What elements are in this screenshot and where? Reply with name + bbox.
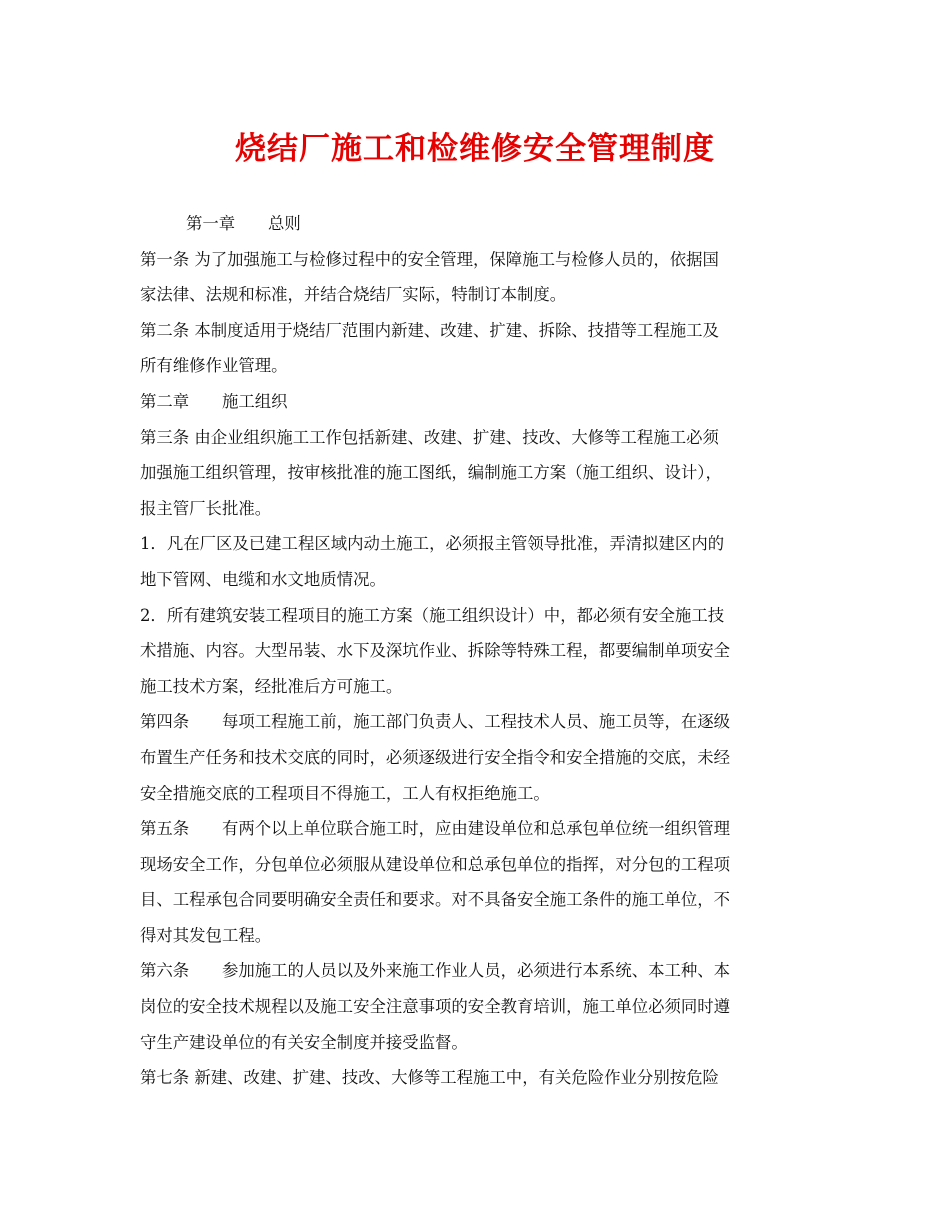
paragraph-line: 第六条 参加施工的人员以及外来施工作业人员，必须进行本系统、本工种、本 <box>140 961 731 981</box>
paragraph-line: 得对其发包工程。 <box>140 925 272 945</box>
paragraph-line: 家法律、法规和标准，并结合烧结厂实际，特制订本制度。 <box>140 285 567 305</box>
paragraph-line: 第一条 为了加强施工与检修过程中的安全管理，保障施工与检修人员的，依据国 <box>140 249 719 269</box>
paragraph-line: 报主管厂长批准。 <box>140 498 272 518</box>
paragraph-line: 目、工程承包合同要明确安全责任和要求。对不具备安全施工条件的施工单位，不 <box>140 890 731 910</box>
paragraph-line: 守生产建设单位的有关安全制度并接受监督。 <box>140 1032 468 1052</box>
paragraph-line: 安全措施交底的工程项目不得施工，工人有权拒绝施工。 <box>140 783 550 803</box>
paragraph-line: 第二条 本制度适用于烧结厂范围内新建、改建、扩建、拆除、技措等工程施工及 <box>140 320 719 340</box>
chapter-heading: 第二章 施工组织 <box>140 391 288 411</box>
paragraph-line: 所有维修作业管理。 <box>140 356 288 376</box>
paragraph-line: 第五条 有两个以上单位联合施工时，应由建设单位和总承包单位统一组织管理 <box>140 819 731 839</box>
paragraph-line: 1．凡在厂区及已建工程区域内动土施工，必须报主管领导批准，弄清拟建区内的 <box>140 534 725 554</box>
paragraph-line: 地下管网、电缆和水文地质情况。 <box>140 569 386 589</box>
document-title: 烧结厂施工和检维修安全管理制度 <box>235 131 715 167</box>
paragraph-line: 第四条 每项工程施工前，施工部门负责人、工程技术人员、施工员等，在逐级 <box>140 712 731 732</box>
paragraph-line: 岗位的安全技术规程以及施工安全注意事项的安全教育培训，施工单位必须同时遵 <box>140 997 731 1017</box>
chapter-heading: 第一章 总则 <box>186 214 301 233</box>
paragraph-line: 2．所有建筑安装工程项目的施工方案（施工组织设计）中，都必须有安全施工技 <box>140 605 725 625</box>
paragraph-line: 第三条 由企业组织施工工作包括新建、改建、扩建、技改、大修等工程施工必须 <box>140 427 719 447</box>
paragraph-line: 第七条 新建、改建、扩建、技改、大修等工程施工中，有关危险作业分别按危险 <box>140 1068 719 1088</box>
document-body <box>140 206 812 1096</box>
paragraph-line: 术措施、内容。大型吊装、水下及深坑作业、拆除等特殊工程，都要编制单项安全 <box>140 641 731 661</box>
paragraph-line: 现场安全工作，分包单位必须服从建设单位和总承包单位的指挥，对分包的工程项 <box>140 854 731 874</box>
paragraph-line: 施工技术方案，经批准后方可施工。 <box>140 676 403 696</box>
paragraph-line: 加强施工组织管理，按审核批准的施工图纸，编制施工方案（施工组织、设计）， <box>140 463 722 483</box>
paragraph-line: 布置生产任务和技术交底的同时，必须逐级进行安全指令和安全措施的交底，未经 <box>140 747 731 767</box>
